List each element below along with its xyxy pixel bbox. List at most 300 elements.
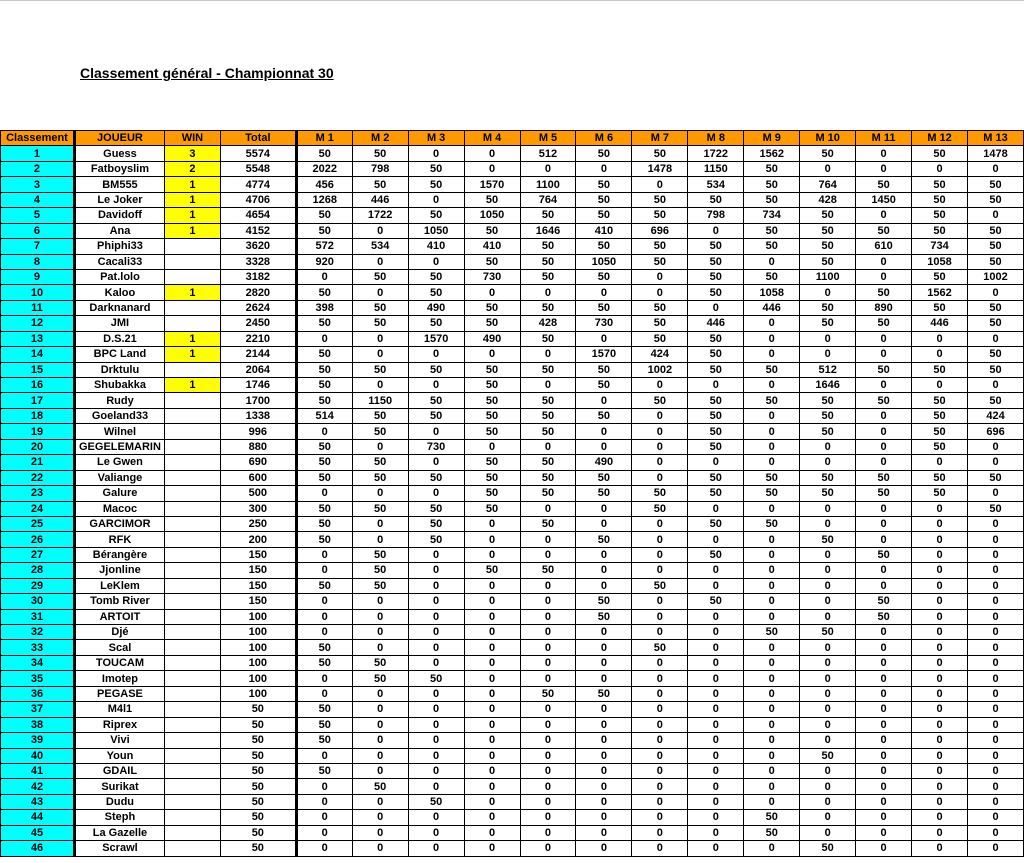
match-score-cell: 50 bbox=[296, 347, 352, 362]
win-cell: 1 bbox=[164, 192, 220, 207]
match-score-cell: 50 bbox=[576, 378, 632, 393]
match-score-cell: 0 bbox=[856, 331, 912, 346]
match-score-cell: 534 bbox=[688, 177, 744, 192]
player-cell: Kaloo bbox=[74, 285, 164, 300]
table-row bbox=[1, 347, 1024, 362]
match-score-cell: 50 bbox=[912, 300, 968, 315]
match-score-cell: 0 bbox=[968, 748, 1024, 763]
match-score-cell: 50 bbox=[800, 841, 856, 856]
match-score-cell: 0 bbox=[632, 269, 688, 284]
match-score-cell: 0 bbox=[912, 594, 968, 609]
match-score-cell: 0 bbox=[296, 424, 352, 439]
match-score-cell: 1562 bbox=[744, 146, 800, 161]
match-score-cell: 50 bbox=[856, 486, 912, 501]
match-score-cell: 0 bbox=[632, 455, 688, 470]
match-score-cell: 0 bbox=[576, 393, 632, 408]
total-cell: 2450 bbox=[220, 316, 296, 331]
match-score-cell: 50 bbox=[968, 239, 1024, 254]
match-score-cell: 512 bbox=[800, 362, 856, 377]
match-score-cell: 0 bbox=[576, 655, 632, 670]
player-cell: Surikat bbox=[74, 779, 164, 794]
table-row bbox=[1, 794, 1024, 809]
total-cell: 100 bbox=[220, 655, 296, 670]
player-cell: Darknanard bbox=[74, 300, 164, 315]
match-score-cell: 0 bbox=[744, 655, 800, 670]
match-score-cell: 0 bbox=[520, 655, 576, 670]
match-score-cell: 50 bbox=[688, 424, 744, 439]
match-score-cell: 0 bbox=[464, 717, 520, 732]
win-cell: 1 bbox=[164, 347, 220, 362]
match-score-cell: 50 bbox=[408, 177, 464, 192]
match-score-cell: 514 bbox=[296, 408, 352, 423]
match-score-cell: 0 bbox=[408, 779, 464, 794]
header-player: JOUEUR bbox=[74, 131, 164, 146]
win-cell bbox=[164, 671, 220, 686]
match-score-cell: 0 bbox=[576, 779, 632, 794]
win-cell bbox=[164, 470, 220, 485]
match-score-cell: 0 bbox=[800, 794, 856, 809]
match-score-cell: 0 bbox=[744, 424, 800, 439]
match-score-cell: 50 bbox=[856, 594, 912, 609]
total-cell: 600 bbox=[220, 470, 296, 485]
match-score-cell: 734 bbox=[744, 208, 800, 223]
win-cell: 3 bbox=[164, 146, 220, 161]
match-score-cell: 50 bbox=[744, 625, 800, 640]
match-score-cell: 50 bbox=[352, 501, 408, 516]
player-cell: Tomb River bbox=[74, 594, 164, 609]
match-score-cell: 50 bbox=[968, 254, 1024, 269]
match-score-cell: 0 bbox=[296, 269, 352, 284]
table-row bbox=[1, 748, 1024, 763]
match-score-cell: 0 bbox=[744, 640, 800, 655]
match-score-cell: 0 bbox=[296, 609, 352, 624]
match-score-cell: 0 bbox=[968, 563, 1024, 578]
match-score-cell: 0 bbox=[296, 825, 352, 840]
table-row bbox=[1, 547, 1024, 562]
table-row bbox=[1, 779, 1024, 794]
player-cell: Le Joker bbox=[74, 192, 164, 207]
rank-cell: 34 bbox=[1, 655, 75, 670]
total-cell: 150 bbox=[220, 594, 296, 609]
match-score-cell: 0 bbox=[856, 146, 912, 161]
match-score-cell: 50 bbox=[576, 470, 632, 485]
match-score-cell: 0 bbox=[744, 578, 800, 593]
match-score-cell: 490 bbox=[464, 331, 520, 346]
match-score-cell: 0 bbox=[968, 671, 1024, 686]
match-score-cell: 50 bbox=[576, 208, 632, 223]
match-score-cell: 0 bbox=[912, 733, 968, 748]
match-score-cell: 0 bbox=[744, 779, 800, 794]
win-cell bbox=[164, 362, 220, 377]
match-score-cell: 0 bbox=[800, 285, 856, 300]
match-score-cell: 0 bbox=[632, 594, 688, 609]
match-score-cell: 0 bbox=[800, 655, 856, 670]
match-score-cell: 0 bbox=[856, 347, 912, 362]
player-cell: Fatboyslim bbox=[74, 161, 164, 176]
match-score-cell: 50 bbox=[968, 347, 1024, 362]
match-score-cell: 0 bbox=[912, 378, 968, 393]
standings-table bbox=[0, 130, 1024, 857]
rank-cell: 14 bbox=[1, 347, 75, 362]
match-score-cell: 0 bbox=[800, 640, 856, 655]
match-score-cell: 920 bbox=[296, 254, 352, 269]
match-score-cell: 0 bbox=[408, 455, 464, 470]
rank-cell: 8 bbox=[1, 254, 75, 269]
match-score-cell: 0 bbox=[968, 161, 1024, 176]
rank-cell: 15 bbox=[1, 362, 75, 377]
player-cell: La Gazelle bbox=[74, 825, 164, 840]
match-score-cell: 50 bbox=[632, 146, 688, 161]
match-score-cell: 50 bbox=[800, 316, 856, 331]
rank-cell: 19 bbox=[1, 424, 75, 439]
match-score-cell: 0 bbox=[744, 748, 800, 763]
match-score-cell: 50 bbox=[688, 331, 744, 346]
win-cell bbox=[164, 300, 220, 315]
match-score-cell: 50 bbox=[800, 625, 856, 640]
match-score-cell: 0 bbox=[520, 439, 576, 454]
rank-cell: 9 bbox=[1, 269, 75, 284]
player-cell: JMI bbox=[74, 316, 164, 331]
table-row bbox=[1, 532, 1024, 547]
match-score-cell: 50 bbox=[352, 146, 408, 161]
win-cell bbox=[164, 825, 220, 840]
match-score-cell: 1570 bbox=[408, 331, 464, 346]
match-score-cell: 0 bbox=[576, 825, 632, 840]
total-cell: 100 bbox=[220, 625, 296, 640]
match-score-cell: 1058 bbox=[912, 254, 968, 269]
total-cell: 50 bbox=[220, 810, 296, 825]
match-score-cell: 50 bbox=[576, 177, 632, 192]
total-cell: 5574 bbox=[220, 146, 296, 161]
match-score-cell: 0 bbox=[464, 547, 520, 562]
match-score-cell: 0 bbox=[744, 331, 800, 346]
match-score-cell: 0 bbox=[352, 702, 408, 717]
match-score-cell: 0 bbox=[744, 254, 800, 269]
match-score-cell: 0 bbox=[968, 439, 1024, 454]
match-score-cell: 0 bbox=[464, 516, 520, 531]
match-score-cell: 0 bbox=[688, 625, 744, 640]
total-cell: 4774 bbox=[220, 177, 296, 192]
win-cell bbox=[164, 563, 220, 578]
win-cell: 2 bbox=[164, 161, 220, 176]
match-score-cell: 0 bbox=[352, 640, 408, 655]
match-score-cell: 0 bbox=[968, 794, 1024, 809]
match-score-cell: 50 bbox=[296, 362, 352, 377]
match-score-cell: 0 bbox=[912, 810, 968, 825]
match-score-cell: 1570 bbox=[464, 177, 520, 192]
match-score-cell: 50 bbox=[912, 486, 968, 501]
match-score-cell: 50 bbox=[632, 316, 688, 331]
match-score-cell: 0 bbox=[688, 733, 744, 748]
total-cell: 2624 bbox=[220, 300, 296, 315]
match-score-cell: 50 bbox=[520, 516, 576, 531]
table-row bbox=[1, 192, 1024, 207]
rank-cell: 11 bbox=[1, 300, 75, 315]
match-score-cell: 50 bbox=[632, 578, 688, 593]
match-score-cell: 0 bbox=[856, 408, 912, 423]
match-score-cell: 0 bbox=[520, 501, 576, 516]
match-score-cell: 0 bbox=[408, 717, 464, 732]
rank-cell: 35 bbox=[1, 671, 75, 686]
total-cell: 50 bbox=[220, 825, 296, 840]
match-score-cell: 0 bbox=[968, 779, 1024, 794]
win-cell: 1 bbox=[164, 177, 220, 192]
match-score-cell: 0 bbox=[520, 717, 576, 732]
match-score-cell: 50 bbox=[576, 408, 632, 423]
match-score-cell: 0 bbox=[968, 841, 1024, 856]
match-score-cell: 0 bbox=[632, 625, 688, 640]
match-score-cell: 0 bbox=[968, 825, 1024, 840]
match-score-cell: 424 bbox=[968, 408, 1024, 423]
total-cell: 4152 bbox=[220, 223, 296, 238]
match-score-cell: 1050 bbox=[464, 208, 520, 223]
win-cell bbox=[164, 609, 220, 624]
rank-cell: 3 bbox=[1, 177, 75, 192]
header-match-13: M 13 bbox=[968, 131, 1024, 146]
match-score-cell: 50 bbox=[464, 563, 520, 578]
match-score-cell: 0 bbox=[912, 671, 968, 686]
player-cell: BM555 bbox=[74, 177, 164, 192]
match-score-cell: 446 bbox=[912, 316, 968, 331]
match-score-cell: 0 bbox=[968, 640, 1024, 655]
player-cell: Phiphi33 bbox=[74, 239, 164, 254]
match-score-cell: 50 bbox=[296, 146, 352, 161]
match-score-cell: 50 bbox=[632, 192, 688, 207]
header-match-12: M 12 bbox=[912, 131, 968, 146]
table-row bbox=[1, 223, 1024, 238]
table-row bbox=[1, 486, 1024, 501]
match-score-cell: 0 bbox=[632, 825, 688, 840]
match-score-cell: 50 bbox=[352, 779, 408, 794]
match-score-cell: 0 bbox=[856, 655, 912, 670]
match-score-cell: 0 bbox=[352, 748, 408, 763]
match-score-cell: 50 bbox=[856, 470, 912, 485]
total-cell: 200 bbox=[220, 532, 296, 547]
match-score-cell: 0 bbox=[408, 578, 464, 593]
match-score-cell: 0 bbox=[912, 625, 968, 640]
match-score-cell: 0 bbox=[464, 578, 520, 593]
match-score-cell: 0 bbox=[688, 501, 744, 516]
match-score-cell: 50 bbox=[296, 763, 352, 778]
table-row bbox=[1, 161, 1024, 176]
match-score-cell: 0 bbox=[408, 733, 464, 748]
match-score-cell: 0 bbox=[408, 609, 464, 624]
match-score-cell: 0 bbox=[744, 686, 800, 701]
rank-cell: 17 bbox=[1, 393, 75, 408]
match-score-cell: 0 bbox=[632, 686, 688, 701]
match-score-cell: 50 bbox=[408, 393, 464, 408]
win-cell bbox=[164, 779, 220, 794]
total-cell: 100 bbox=[220, 640, 296, 655]
match-score-cell: 730 bbox=[464, 269, 520, 284]
table-row bbox=[1, 671, 1024, 686]
match-score-cell: 50 bbox=[912, 408, 968, 423]
match-score-cell: 50 bbox=[912, 223, 968, 238]
table-row bbox=[1, 269, 1024, 284]
header-match-10: M 10 bbox=[800, 131, 856, 146]
match-score-cell: 50 bbox=[576, 146, 632, 161]
player-cell: D.S.21 bbox=[74, 331, 164, 346]
match-score-cell: 0 bbox=[296, 625, 352, 640]
match-score-cell: 0 bbox=[856, 733, 912, 748]
match-score-cell: 0 bbox=[520, 285, 576, 300]
header-row bbox=[1, 131, 1024, 146]
match-score-cell: 0 bbox=[296, 841, 352, 856]
match-score-cell: 50 bbox=[464, 378, 520, 393]
match-score-cell: 0 bbox=[520, 532, 576, 547]
match-score-cell: 50 bbox=[520, 254, 576, 269]
rank-cell: 6 bbox=[1, 223, 75, 238]
match-score-cell: 0 bbox=[856, 810, 912, 825]
win-cell bbox=[164, 748, 220, 763]
match-score-cell: 764 bbox=[520, 192, 576, 207]
match-score-cell: 0 bbox=[856, 269, 912, 284]
win-cell bbox=[164, 269, 220, 284]
match-score-cell: 0 bbox=[352, 609, 408, 624]
header-match-4: M 4 bbox=[464, 131, 520, 146]
match-score-cell: 1478 bbox=[968, 146, 1024, 161]
match-score-cell: 50 bbox=[520, 208, 576, 223]
total-cell: 150 bbox=[220, 578, 296, 593]
table-row bbox=[1, 393, 1024, 408]
rank-cell: 28 bbox=[1, 563, 75, 578]
match-score-cell: 512 bbox=[520, 146, 576, 161]
player-cell: Bérangère bbox=[74, 547, 164, 562]
match-score-cell: 0 bbox=[352, 285, 408, 300]
match-score-cell: 0 bbox=[576, 702, 632, 717]
match-score-cell: 1722 bbox=[688, 146, 744, 161]
match-score-cell: 50 bbox=[352, 408, 408, 423]
match-score-cell: 50 bbox=[464, 223, 520, 238]
match-score-cell: 50 bbox=[856, 609, 912, 624]
total-cell: 500 bbox=[220, 486, 296, 501]
match-score-cell: 50 bbox=[912, 208, 968, 223]
match-score-cell: 1150 bbox=[352, 393, 408, 408]
match-score-cell: 0 bbox=[632, 748, 688, 763]
match-score-cell: 446 bbox=[744, 300, 800, 315]
table-row bbox=[1, 285, 1024, 300]
rank-cell: 18 bbox=[1, 408, 75, 423]
match-score-cell: 50 bbox=[520, 686, 576, 701]
match-score-cell: 0 bbox=[296, 671, 352, 686]
match-score-cell: 0 bbox=[576, 439, 632, 454]
player-cell: Djé bbox=[74, 625, 164, 640]
match-score-cell: 1050 bbox=[576, 254, 632, 269]
match-score-cell: 50 bbox=[296, 378, 352, 393]
match-score-cell: 0 bbox=[688, 702, 744, 717]
total-cell: 3328 bbox=[220, 254, 296, 269]
match-score-cell: 50 bbox=[800, 470, 856, 485]
match-score-cell: 50 bbox=[688, 393, 744, 408]
match-score-cell: 0 bbox=[576, 733, 632, 748]
player-cell: Youn bbox=[74, 748, 164, 763]
rank-cell: 25 bbox=[1, 516, 75, 531]
match-score-cell: 0 bbox=[912, 455, 968, 470]
match-score-cell: 0 bbox=[408, 655, 464, 670]
match-score-cell: 0 bbox=[296, 547, 352, 562]
match-score-cell: 0 bbox=[520, 578, 576, 593]
match-score-cell: 0 bbox=[408, 594, 464, 609]
match-score-cell: 50 bbox=[352, 269, 408, 284]
match-score-cell: 0 bbox=[632, 532, 688, 547]
match-score-cell: 1562 bbox=[912, 285, 968, 300]
match-score-cell: 0 bbox=[632, 408, 688, 423]
rank-cell: 43 bbox=[1, 794, 75, 809]
match-score-cell: 0 bbox=[520, 594, 576, 609]
player-cell: Wilnel bbox=[74, 424, 164, 439]
player-cell: Macoc bbox=[74, 501, 164, 516]
player-cell: M4l1 bbox=[74, 702, 164, 717]
match-score-cell: 572 bbox=[296, 239, 352, 254]
match-score-cell: 50 bbox=[632, 501, 688, 516]
match-score-cell: 50 bbox=[352, 563, 408, 578]
match-score-cell: 50 bbox=[576, 486, 632, 501]
match-score-cell: 0 bbox=[296, 331, 352, 346]
match-score-cell: 0 bbox=[520, 779, 576, 794]
match-score-cell: 50 bbox=[688, 408, 744, 423]
table-row bbox=[1, 316, 1024, 331]
match-score-cell: 0 bbox=[408, 347, 464, 362]
win-cell: 1 bbox=[164, 285, 220, 300]
rank-cell: 26 bbox=[1, 532, 75, 547]
match-score-cell: 50 bbox=[520, 239, 576, 254]
match-score-cell: 0 bbox=[632, 779, 688, 794]
match-score-cell: 0 bbox=[520, 825, 576, 840]
player-cell: GDAIL bbox=[74, 763, 164, 778]
match-score-cell: 696 bbox=[968, 424, 1024, 439]
match-score-cell: 0 bbox=[464, 146, 520, 161]
match-score-cell: 50 bbox=[296, 285, 352, 300]
match-score-cell: 0 bbox=[464, 161, 520, 176]
match-score-cell: 50 bbox=[464, 501, 520, 516]
match-score-cell: 0 bbox=[464, 841, 520, 856]
match-score-cell: 50 bbox=[352, 316, 408, 331]
match-score-cell: 0 bbox=[856, 439, 912, 454]
rank-cell: 36 bbox=[1, 686, 75, 701]
match-score-cell: 50 bbox=[856, 285, 912, 300]
match-score-cell: 50 bbox=[968, 362, 1024, 377]
match-score-cell: 0 bbox=[968, 547, 1024, 562]
rank-cell: 2 bbox=[1, 161, 75, 176]
match-score-cell: 0 bbox=[912, 841, 968, 856]
match-score-cell: 0 bbox=[352, 331, 408, 346]
match-score-cell: 764 bbox=[800, 177, 856, 192]
match-score-cell: 0 bbox=[968, 763, 1024, 778]
match-score-cell: 0 bbox=[352, 625, 408, 640]
match-score-cell: 0 bbox=[800, 439, 856, 454]
match-score-cell: 0 bbox=[968, 208, 1024, 223]
match-score-cell: 0 bbox=[296, 486, 352, 501]
match-score-cell: 50 bbox=[632, 393, 688, 408]
match-score-cell: 50 bbox=[688, 347, 744, 362]
total-cell: 4706 bbox=[220, 192, 296, 207]
match-score-cell: 0 bbox=[912, 161, 968, 176]
match-score-cell: 490 bbox=[408, 300, 464, 315]
match-score-cell: 428 bbox=[800, 192, 856, 207]
match-score-cell: 0 bbox=[408, 810, 464, 825]
match-score-cell: 0 bbox=[800, 825, 856, 840]
rank-cell: 27 bbox=[1, 547, 75, 562]
win-cell bbox=[164, 640, 220, 655]
match-score-cell: 0 bbox=[912, 825, 968, 840]
match-score-cell: 0 bbox=[352, 810, 408, 825]
match-score-cell: 0 bbox=[632, 424, 688, 439]
match-score-cell: 50 bbox=[408, 208, 464, 223]
match-score-cell: 0 bbox=[688, 825, 744, 840]
win-cell bbox=[164, 501, 220, 516]
match-score-cell: 50 bbox=[408, 532, 464, 547]
rank-cell: 23 bbox=[1, 486, 75, 501]
